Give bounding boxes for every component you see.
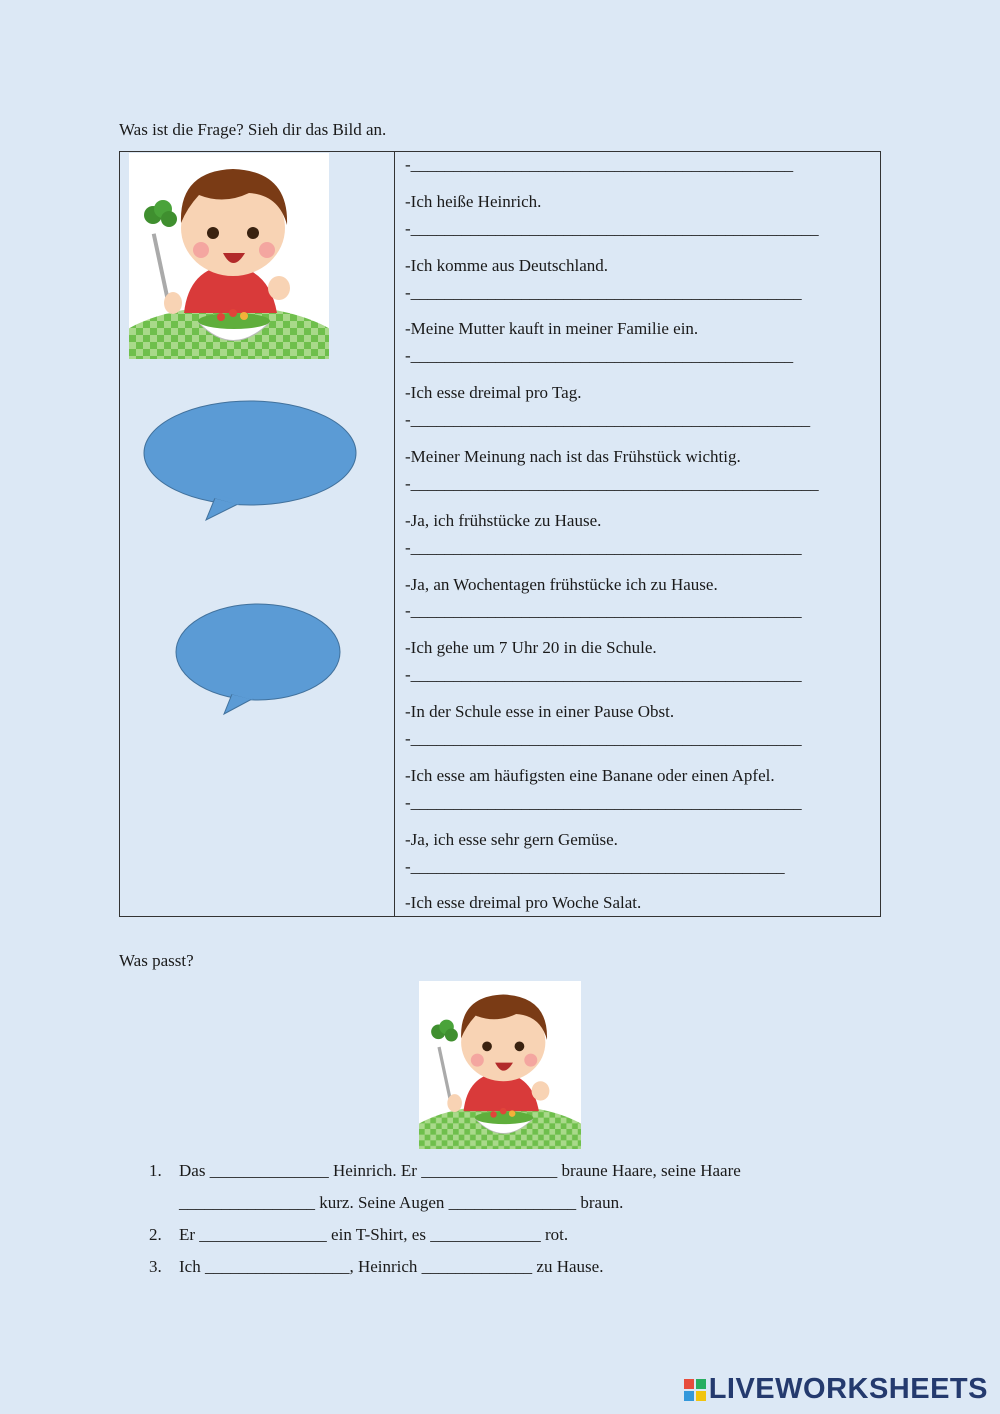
boy-eating-salad-image [129,153,329,359]
question-blank[interactable]: -______________________________________________ [405,729,802,749]
question-blank[interactable]: -______________________________________________ [405,601,802,621]
exercise-item-1 [149,1155,869,1219]
answer-line: -Ja, ich frühstücke zu Hause. [405,510,602,530]
item-number: 1. [149,1161,162,1180]
answer-line: -Ich komme aus Deutschland. [405,255,608,275]
answer-line: -Meine Mutter kauft in meiner Familie ein. [405,319,699,339]
answer-line: -Ich esse dreimal pro Tag. [405,383,582,403]
speech-bubble-large [120,400,394,525]
question-blank[interactable]: -_____________________________________________ [405,346,794,366]
table-left-column [120,152,395,916]
question-blank[interactable]: -_______________________________________________ [405,410,811,430]
answer-line: -In der Schule esse in einer Pause Obst. [405,702,675,722]
answer-line: -Ja, ich esse sehr gern Gemüse. [405,829,618,849]
qa-table [119,151,881,917]
boy-eating-salad-image-small [419,981,581,1149]
question-blank[interactable]: -_____________________________________________ [405,155,794,174]
liveworksheets-logo[interactable] [684,1373,988,1406]
answer-line: -Ich gehe um 7 Uhr 20 in die Schule. [405,638,657,658]
logo-text: LIVEWORKSHEETS [708,1373,988,1405]
exercise-line[interactable]: Das ______________ Heinrich. Er ________________ braune Haare, seine Haare [179,1161,741,1180]
item-number: 3. [149,1257,162,1276]
answer-line: -Meiner Meinung nach ist das Frühstück wichtig. [405,447,741,467]
exercise-item-2 [149,1219,869,1251]
fill-in-exercise [149,1155,869,1283]
answer-line: -Ich esse am häufigsten eine Banane oder einen Apfel. [405,765,775,785]
exercise-line[interactable]: Er _______________ ein T-Shirt, es _____________ rot. [179,1225,569,1244]
question-blank[interactable]: -________________________________________________ [405,473,819,493]
table-right-column [395,152,880,916]
question-blank[interactable]: -____________________________________________ [405,856,785,876]
answer-line: -Ich esse dreimal pro Woche Salat. [405,893,642,913]
exercise-item-3 [149,1251,869,1283]
question-blank[interactable]: -______________________________________________ [405,665,802,685]
instruction-question: Was ist die Frage? Sieh dir das Bild an. [119,120,387,139]
answer-line: -Ja, an Wochentagen frühstücke ich zu Hause. [405,574,718,594]
exercise-line[interactable]: Ich _________________, Heinrich _____________ zu Hause. [179,1257,604,1276]
question-blank[interactable]: -______________________________________________ [405,792,802,812]
exercise-line[interactable]: ________________ kurz. Seine Augen _______________ braun. [179,1193,624,1212]
item-number: 2. [149,1225,162,1244]
logo-mark-icon [684,1379,706,1401]
answer-line: -Ich heiße Heinrich. [405,191,542,211]
question-blank[interactable]: -______________________________________________ [405,282,802,302]
question-blank[interactable]: -______________________________________________ [405,537,802,557]
speech-bubble-small [120,602,394,717]
instruction-match: Was passt? [119,951,194,970]
question-blank[interactable]: -________________________________________________ [405,218,819,238]
